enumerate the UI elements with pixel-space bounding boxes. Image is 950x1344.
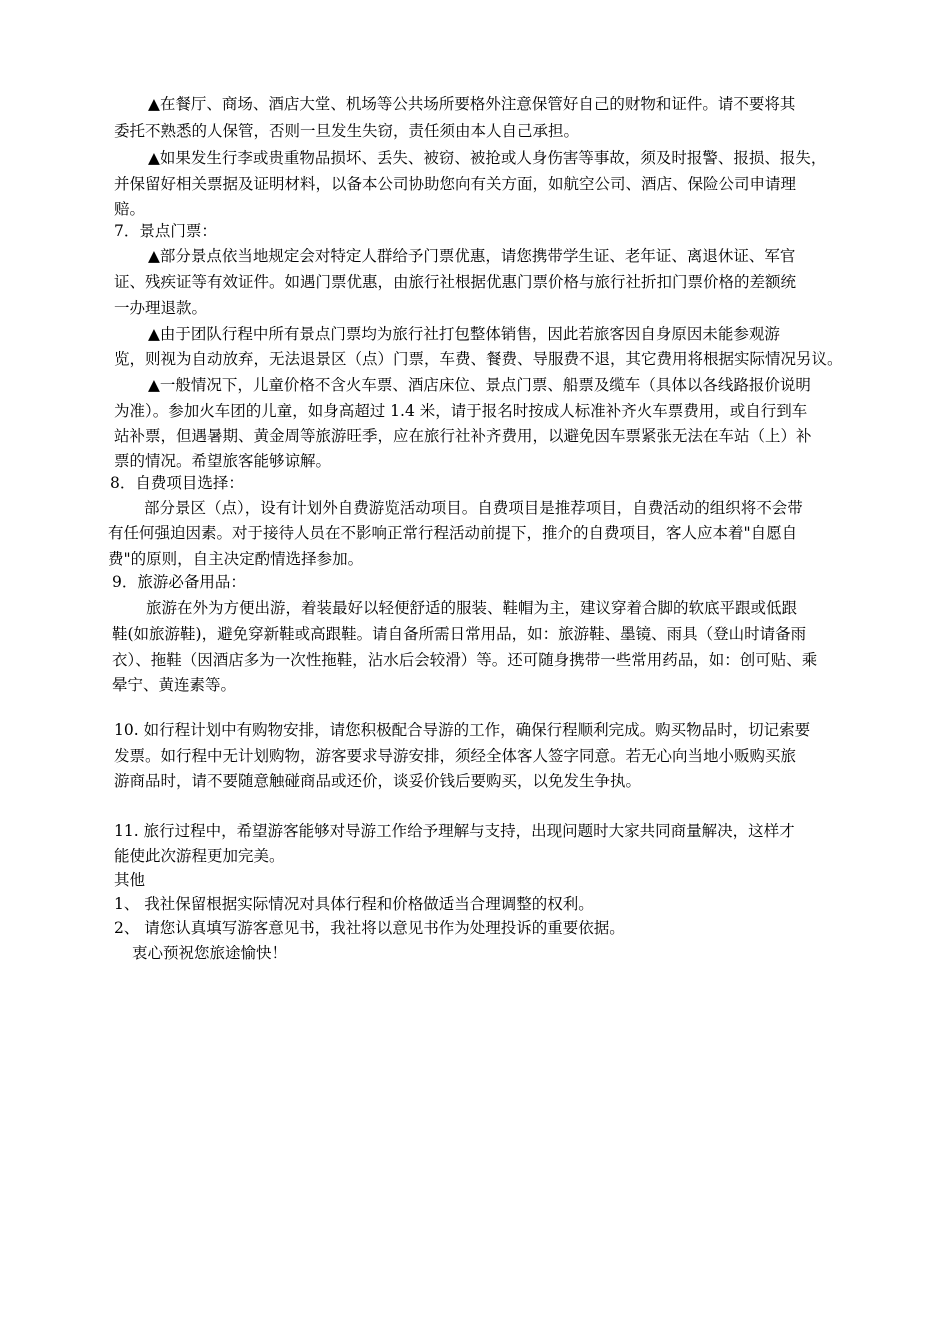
text-line: 赔。 — [114, 200, 146, 218]
text-line: 有任何强迫因素。对于接待人员在不影响正常行程活动前提下，推介的自费项目，客人应本着"自愿自 — [108, 524, 798, 542]
text-line: 能使此次游程更加完美。 — [114, 847, 285, 865]
text-line: ▲如果发生行李或贵重物品损坏、丢失、被窃、被抢或人身伤害等事故，须及时报警、报损、报失， — [148, 149, 827, 167]
text-line: 委托不熟悉的人保管，否则一旦发生失窃，责任须由本人自己承担。 — [114, 122, 580, 140]
text-line: 票的情况。希望旅客能够谅解。 — [114, 452, 332, 470]
text-line: 一办理退款。 — [114, 299, 208, 317]
closing-line: 衷心预祝您旅途愉快！ — [132, 944, 288, 962]
text-line: 11. 旅行过程中，希望游客能够对导游工作给予理解与支持，出现问题时大家共同商量解决，这样才 — [114, 822, 795, 840]
text-line: 站补票，但遇暑期、黄金周等旅游旺季，应在旅行社补齐费用，以避免因车票紧张无法在车站（上）补 — [114, 427, 812, 445]
list-item: 1、 我社保留根据实际情况对具体行程和价格做适当合理调整的权利。 — [114, 895, 594, 913]
text-line: 览，则视为自动放弃，无法退景区（点）门票，车费、餐费、导服费不退，其它费用将根据实际情况另议。 — [114, 350, 843, 368]
text-line: 并保留好相关票据及证明材料，以备本公司协助您向有关方面，如航空公司、酒店、保险公司申请理 — [114, 175, 797, 193]
text-line: 晕宁、黄连素等。 — [112, 676, 237, 694]
text-line: 费"的原则，自主决定酌情选择参加。 — [108, 550, 364, 568]
text-line: 游商品时，请不要随意触碰商品或还价，谈妥价钱后要购买，以免发生争执。 — [114, 772, 642, 790]
text-line: 衣）、拖鞋（因酒店多为一次性拖鞋，沾水后会较滑）等。还可随身携带一些常用药品，如：创可贴、乘 — [112, 651, 818, 669]
text-line: 鞋(如旅游鞋)，避免穿新鞋或高跟鞋。请自备所需日常用品，如：旅游鞋、墨镜、雨具（登山时请备雨 — [112, 625, 807, 643]
list-item: 2、 请您认真填写游客意见书，我社将以意见书作为处理投诉的重要依据。 — [114, 919, 625, 937]
section-heading: 其他 — [114, 871, 146, 889]
text-line: 10. 如行程计划中有购物安排，请您积极配合导游的工作，确保行程顺利完成。购买物品时，切记索要 — [114, 721, 811, 739]
text-line: ▲一般情况下，儿童价格不含火车票、酒店床位、景点门票、船票及缆车（具体以各线路报价说明 — [148, 376, 811, 394]
text-line: ▲部分景点依当地规定会对特定人群给予门票优惠，请您携带学生证、老年证、离退休证、军官 — [148, 247, 796, 265]
text-line: ▲由于团队行程中所有景点门票均为旅行社打包整体销售，因此若旅客因自身原因未能参观游 — [148, 325, 780, 343]
section-heading: 9．旅游必备用品： — [112, 573, 246, 591]
text-line: ▲在餐厅、商场、酒店大堂、机场等公共场所要格外注意保管好自己的财物和证件。请不要将其 — [148, 95, 796, 113]
text-line: 为准）。参加火车团的儿童，如身高超过 1.4 米，请于报名时按成人标准补齐火车票费用，或自行到车 — [114, 402, 808, 420]
text-line: 发票。如行程中无计划购物，游客要求导游安排，须经全体客人签字同意。若无心向当地小贩购买旅 — [114, 747, 797, 765]
section-heading: 7．景点门票： — [114, 222, 217, 240]
text-line: 旅游在外为方便出游，着装最好以轻便舒适的服装、鞋帽为主，建议穿着合脚的软底平跟或低跟 — [146, 599, 798, 617]
text-line: 部分景区（点），设有计划外自费游览活动项目。自费项目是推荐项目，自费活动的组织将不会带 — [144, 499, 803, 517]
text-line: 证、残疾证等有效证件。如遇门票优惠，由旅行社根据优惠门票价格与旅行社折扣门票价格的差额统 — [114, 273, 797, 291]
section-heading: 8．自费项目选择： — [110, 474, 244, 492]
